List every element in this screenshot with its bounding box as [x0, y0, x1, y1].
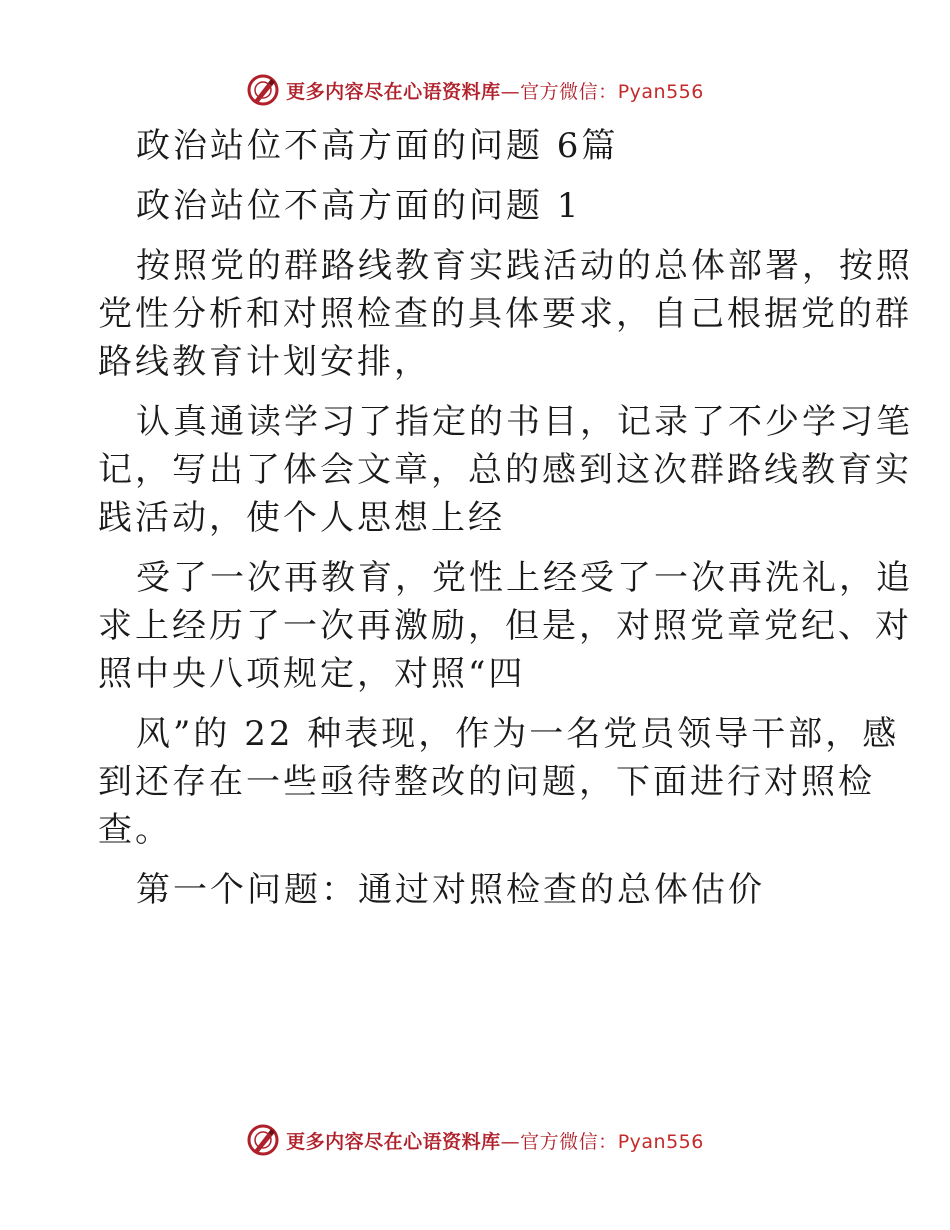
banner-slogan: 更多内容尽在心语资料库 [286, 1130, 501, 1153]
paragraph-line: 按照党的群路线教育实践活动的总体部署，按照 [136, 246, 913, 286]
paragraph-line: 认真通读学习了指定的书目，记录了不少学习笔 [136, 402, 913, 442]
document-body [98, 122, 913, 914]
banner-wechat-label: 官方微信： [520, 1130, 618, 1153]
paragraph-line: 风”的 22 种表现，作为一名党员领导干部，感 [136, 714, 900, 754]
pen-logo-icon [246, 73, 280, 107]
paragraph-line: 到还存在一些亟待整改的问题，下面进行对照检 [98, 762, 875, 802]
banner-dash: — [500, 80, 521, 103]
paragraph-line: 记，写出了体会文章，总的感到这次群路线教育实 [98, 450, 912, 490]
paragraph-line: 受了一次再教育，党性上经受了一次再洗礼，追 [136, 558, 913, 598]
paragraph [98, 242, 913, 386]
banner-text [286, 77, 704, 104]
paragraph [98, 398, 913, 542]
banner-wechat-id: Pyan556 [617, 80, 704, 103]
banner-wechat-id: Pyan556 [617, 1130, 704, 1153]
banner-dash: — [500, 1130, 521, 1153]
document-title: 政治站位不高方面的问题 6篇 [136, 126, 619, 166]
paragraph-line: 践活动，使个人思想上经 [98, 498, 505, 538]
paragraph-line: 路线教育计划安排， [98, 342, 431, 382]
paragraph-line: 查。 [98, 810, 172, 850]
paragraph [98, 710, 900, 854]
paragraph [98, 554, 913, 698]
header-banner [0, 70, 950, 110]
pen-logo-icon [246, 1123, 280, 1157]
paragraph-line: 求上经历了一次再激励，但是，对照党章党纪、对 [98, 606, 912, 646]
document-subtitle: 政治站位不高方面的问题 1 [136, 186, 582, 226]
footer-banner [0, 1120, 950, 1160]
section-heading: 第一个问题：通过对照检查的总体估价 [136, 870, 765, 910]
banner-wechat-label: 官方微信： [520, 80, 618, 103]
paragraph-line: 党性分析和对照检查的具体要求，自己根据党的群 [98, 294, 912, 334]
paragraph-line: 照中央八项规定，对照“四 [98, 654, 526, 694]
banner-text [286, 1127, 704, 1154]
banner-slogan: 更多内容尽在心语资料库 [286, 80, 501, 103]
